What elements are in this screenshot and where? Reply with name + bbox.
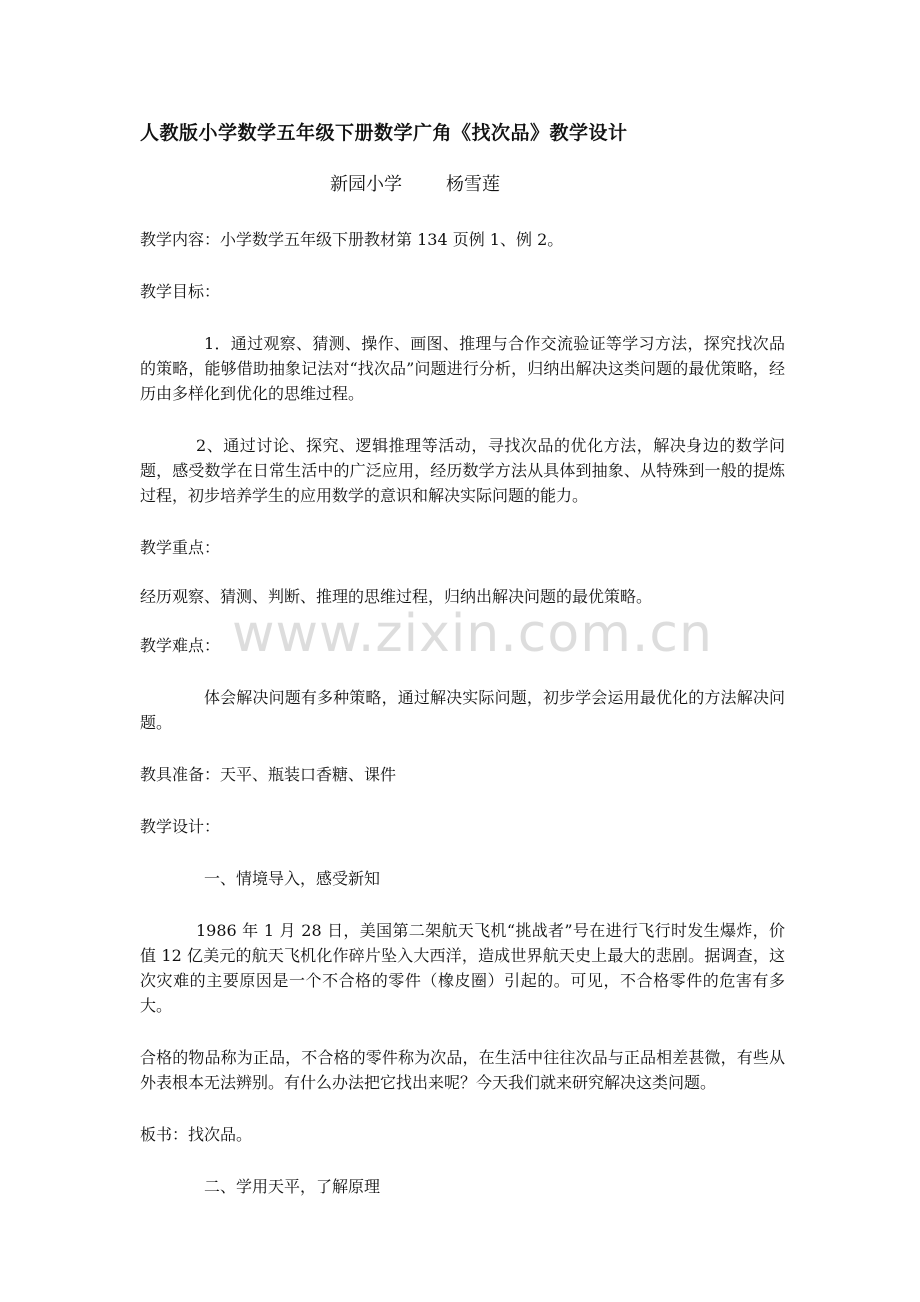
teaching-content: 教学内容：小学数学五年级下册教材第 134 页例 1、例 2。 [140,230,564,249]
goal-1: 1．通过观察、猜测、操作、画图、推理与合作交流验证等学习方法，探究找次品的策略，能够借助抽象记法对“找次品”问题进行分析，归纳出解决这类问题的最优策略，经历由多样化到优化的思维过程。 [140,334,785,403]
teaching-tools: 教具准备：天平、瓶装口香糖、课件 [140,765,397,784]
school-name: 新园小学 [330,174,402,195]
design-heading: 教学设计： [140,817,221,836]
key-points-text: 经历观察、猜测、判断、推理的思维过程，归纳出解决问题的最优策略。 [140,587,653,606]
story-paragraph-2: 合格的物品称为正品，不合格的零件称为次品，在生活中往往次品与正品相差甚微，有些从外表根本无法辨别。有什么办法把它找出来呢？今天我们就来研究解决这类问题。 [140,1048,785,1092]
site-watermark: www.zixin.com.cn [232,604,713,664]
author-name: 杨雪莲 [446,174,500,195]
story-paragraph-1: 1986 年 1 月 28 日，美国第二架航天飞机“挑战者”号在进行飞行时发生爆炸，价值 12 亿美元的航天飞机化作碎片坠入大西洋，造成世界航天史上最大的悲剧。据调查，这次灾难的主要原因是一个不合格的零件（橡皮圈）引起的。可见，不合格零件的危害有多大。 [140,921,785,1015]
section-2-heading: 二、学用天平，了解原理 [204,1177,381,1196]
difficulty-text: 体会解决问题有多种策略，通过解决实际问题，初步学会运用最优化的方法解决问题。 [140,688,785,732]
document-body [140,118,785,1199]
key-points-heading: 教学重点： [140,538,221,557]
difficulty-heading: 教学难点： [140,636,221,655]
goals-heading: 教学目标： [140,282,221,301]
document-title: 人教版小学数学五年级下册数学广角《找次品》教学设计 [140,122,628,144]
board-note: 板书：找次品。 [140,1125,253,1144]
goal-2: 2、通过讨论、探究、逻辑推理等活动，寻找次品的优化方法，解决身边的数学问题，感受数学在日常生活中的广泛应用，经历数学方法从具体到抽象、从特殊到一般的提炼过程，初步培养学生的应用数学的意识和解决实际问题的能力。 [140,436,785,505]
section-1-heading: 一、情境导入，感受新知 [204,869,381,888]
author-line [140,170,785,200]
